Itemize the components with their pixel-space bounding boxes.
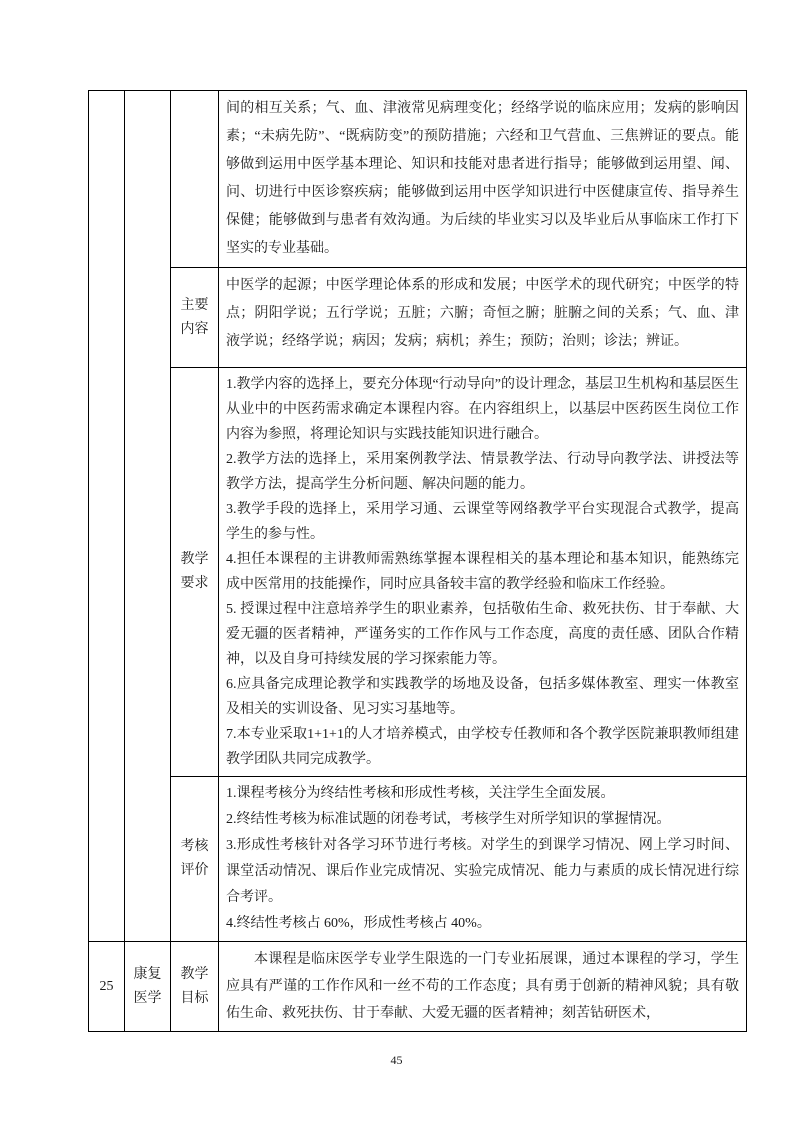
course-name-cell-empty bbox=[125, 91, 171, 942]
paragraph: 5. 授课过程中注意培养学生的职业素养，包括敬佑生命、救死扶伤、甘于奉献、大爱无疆的医者精神，严谨务实的工作作风与工作态度，高度的责任感、团队合作精神，以及自身可持续发展的学习探索能力等。 bbox=[226, 602, 739, 667]
course-name-text: 康复医学 bbox=[133, 966, 162, 1006]
row-label-empty bbox=[171, 91, 219, 268]
paragraph: 2.教学方法的选择上，采用案例教学法、情景教学法、行动导向教学法、讲授法等教学方法，提高学生分析问题、解决问题的能力。 bbox=[226, 452, 739, 492]
paragraph: 1.教学内容的选择上，要充分体现“行动导向”的设计理念，基层卫生机构和基层医生从业中的中医药需求确定本课程内容。在内容组织上，以基层中医药医生岗位工作内容为参照，将理论知识与实践技能知识进行融合。 bbox=[226, 377, 739, 442]
syllabus-table bbox=[88, 90, 747, 1032]
cell-continuation-text bbox=[219, 91, 747, 268]
paragraph: 7.本专业采取1+1+1的人才培养模式，由学校专任教师和各个教学医院兼职教师组建教学团队共同完成教学。 bbox=[226, 727, 739, 767]
paragraph: 本课程是临床医学专业学生限选的一门专业拓展课，通过本课程的学习，学生应具有严谨的工作作风和一丝不苟的工作态度；具有勇于创新的精神风貌；具有敬佑生命、救死扶伤、甘于奉献、大爱无疆的医者精神；刻苦钻研医术， bbox=[226, 952, 739, 1021]
course-number-cell-empty bbox=[89, 91, 125, 942]
paragraph: 3.形成性考核针对各学习环节进行考核。对学生的到课学习情况、网上学习时间、课堂活动情况、课后作业完成情况、实验完成情况、能力与素质的成长情况进行综合考评。 bbox=[226, 838, 739, 905]
cell-teaching-goal bbox=[219, 942, 747, 1032]
table-row-next-course bbox=[89, 942, 747, 1032]
row-label-teaching-requirements bbox=[171, 368, 219, 777]
row-label-main-content bbox=[171, 268, 219, 368]
cell-main-content bbox=[219, 268, 747, 368]
cell-assessment bbox=[219, 777, 747, 942]
course-number: 25 bbox=[89, 942, 125, 1032]
paragraph: 4.担任本课程的主讲教师需熟练掌握本课程相关的基本理论和基本知识，能熟练完成中医常用的技能操作，同时应具备较丰富的教学经验和临床工作经验。 bbox=[226, 552, 739, 592]
row-label-text: 考核评价 bbox=[180, 839, 209, 878]
paragraph: 4.终结性考核占 60%，形成性考核占 40%。 bbox=[226, 916, 491, 931]
syllabus-table-container bbox=[88, 90, 746, 1032]
table-row-continuation bbox=[89, 91, 747, 268]
paragraph: 2.终结性考核为标准试题的闭卷考试，考核学生对所学知识的掌握情况。 bbox=[226, 812, 671, 827]
row-label-assessment bbox=[171, 777, 219, 942]
row-label-text: 教学要求 bbox=[180, 552, 209, 591]
table-row-teaching-requirements bbox=[89, 368, 747, 777]
paragraph: 间的相互关系；气、血、津液常见病理变化；经络学说的临床应用；发病的影响因素；“未病先防”、“既病防变”的预防措施；六经和卫气营血、三焦辨证的要点。能够做到运用中医学基本理论、知识和技能对患者进行指导；能够做到运用望、闻、问、切进行中医诊察疾病；能够做到运用中医学知识进行中医健康宣传、指导养生保健；能够做到与患者有效沟通。为后续的毕业实习以及毕业后从事临床工作打下坚实的专业基础。 bbox=[226, 101, 739, 256]
paragraph: 3.教学手段的选择上，采用学习通、云课堂等网络教学平台实现混合式教学，提高学生的参与性。 bbox=[226, 502, 739, 542]
table-row-assessment bbox=[89, 777, 747, 942]
table-row-main-content bbox=[89, 268, 747, 368]
course-name bbox=[125, 942, 171, 1032]
page-number: 45 bbox=[390, 1053, 403, 1067]
paragraph: 6.应具备完成理论教学和实践教学的场地及设备，包括多媒体教室、理实一体教室及相关的实训设备、见习实习基地等。 bbox=[226, 677, 739, 717]
cell-teaching-requirements bbox=[219, 368, 747, 777]
row-label-text: 主要内容 bbox=[180, 297, 209, 337]
row-label-teaching-goal bbox=[171, 942, 219, 1032]
paragraph: 1.课程考核分为终结性考核和形成性考核，关注学生全面发展。 bbox=[226, 786, 615, 801]
paragraph: 中医学的起源；中医学理论体系的形成和发展；中医学术的现代研究；中医学的特点；阴阳学说；五行学说；五脏；六腑；奇恒之腑；脏腑之间的关系；气、血、津液学说；经络学说；病因；发病；病机；养生；预防；治则；诊法；辨证。 bbox=[226, 278, 739, 349]
row-label-text: 教学目标 bbox=[180, 966, 209, 1006]
